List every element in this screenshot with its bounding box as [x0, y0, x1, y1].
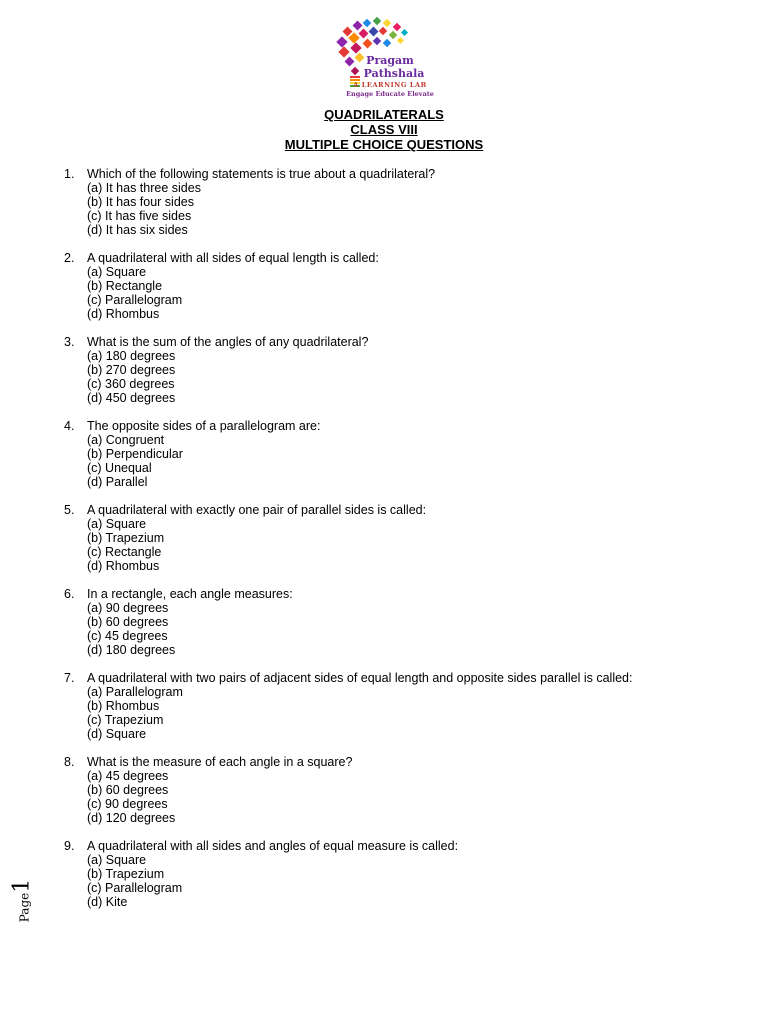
- question-number: 1.: [64, 167, 75, 181]
- answer-option: (c) 90 degrees: [87, 797, 168, 811]
- logo-subtitle: A LEARNING LAB: [353, 81, 427, 89]
- answer-option: (a) 45 degrees: [87, 769, 169, 783]
- answer-option: (a) It has three sides: [87, 181, 201, 195]
- answer-option: (c) Parallelogram: [87, 881, 183, 895]
- answer-option: (c) It has five sides: [87, 209, 192, 223]
- answer-option: (b) 270 degrees: [87, 363, 176, 377]
- question-list: [0, 167, 768, 923]
- question-number: 6.: [64, 587, 75, 601]
- question-item: [0, 167, 768, 251]
- answer-option: (b) Trapezium: [87, 867, 165, 881]
- question-text: What is the sum of the angles of any quadrilateral?: [87, 335, 369, 349]
- answer-option: (c) 45 degrees: [87, 629, 168, 643]
- document-title: QUADRILATERALS: [324, 107, 444, 122]
- question-text: The opposite sides of a parallelogram are:: [87, 419, 321, 433]
- answer-option: (b) Rectangle: [87, 279, 163, 293]
- page-label: Page: [17, 892, 32, 923]
- question-number: 8.: [64, 755, 75, 769]
- section-heading: MULTIPLE CHOICE QUESTIONS: [284, 137, 484, 152]
- answer-option: (c) Unequal: [87, 461, 152, 475]
- question-number: 5.: [64, 503, 75, 517]
- answer-option: (d) Rhombus: [87, 307, 160, 321]
- answer-option: (a) Square: [87, 853, 147, 867]
- question-text: A quadrilateral with two pairs of adjacent sides of equal length and opposite sides parallel is called:: [87, 671, 633, 685]
- page-number-marker: [10, 876, 34, 926]
- question-item: [0, 251, 768, 335]
- answer-option: (c) Parallelogram: [87, 293, 183, 307]
- answer-option: (c) 360 degrees: [87, 377, 175, 391]
- question-item: [0, 587, 768, 671]
- question-number: 2.: [64, 251, 75, 265]
- answer-option: (b) It has four sides: [87, 195, 194, 209]
- question-item: [0, 671, 768, 755]
- answer-option: (a) 90 degrees: [87, 601, 169, 615]
- answer-option: (a) Square: [87, 265, 147, 279]
- class-heading: CLASS VIII: [350, 122, 418, 137]
- logo-name-line1: Pragam: [366, 54, 414, 67]
- answer-option: (d) Square: [87, 727, 147, 741]
- question-number: 3.: [64, 335, 75, 349]
- answer-option: (c) Rectangle: [87, 545, 162, 559]
- answer-option: (b) 60 degrees: [87, 615, 169, 629]
- answer-option: (d) Kite: [87, 895, 128, 909]
- answer-option: (b) Trapezium: [87, 531, 165, 545]
- answer-option: (d) 120 degrees: [87, 811, 176, 825]
- question-text: A quadrilateral with exactly one pair of parallel sides is called:: [87, 503, 427, 517]
- question-text: What is the measure of each angle in a square?: [87, 755, 353, 769]
- answer-option: (b) Perpendicular: [87, 447, 183, 461]
- logo-tagline: Engage Educate Elevate: [346, 90, 434, 98]
- answer-option: (c) Trapezium: [87, 713, 164, 727]
- answer-option: (d) Rhombus: [87, 559, 160, 573]
- answer-option: (d) Parallel: [87, 475, 148, 489]
- question-number: 4.: [64, 419, 75, 433]
- answer-option: (d) It has six sides: [87, 223, 188, 237]
- question-item: [0, 755, 768, 839]
- pragam-pathshala-logo: [330, 14, 438, 102]
- answer-option: (a) Parallelogram: [87, 685, 183, 699]
- question-text: A quadrilateral with all sides of equal length is called:: [87, 251, 379, 265]
- question-item: [0, 839, 768, 923]
- answer-option: (b) Rhombus: [87, 699, 160, 713]
- answer-option: (a) Congruent: [87, 433, 165, 447]
- page-number-rotated: [10, 873, 35, 929]
- question-item: [0, 419, 768, 503]
- answer-option: (d) 180 degrees: [87, 643, 176, 657]
- answer-option: (b) 60 degrees: [87, 783, 169, 797]
- answer-option: (a) Square: [87, 517, 147, 531]
- page-number: 1: [9, 878, 35, 893]
- answer-option: (d) 450 degrees: [87, 391, 176, 405]
- question-item: [0, 503, 768, 587]
- question-number: 9.: [64, 839, 75, 853]
- question-number: 7.: [64, 671, 75, 685]
- question-item: [0, 335, 768, 419]
- answer-option: (a) 180 degrees: [87, 349, 176, 363]
- question-text: A quadrilateral with all sides and angles of equal measure is called:: [87, 839, 459, 853]
- question-text: In a rectangle, each angle measures:: [87, 587, 293, 601]
- logo-name-line2: Pathshala: [363, 67, 425, 80]
- question-text: Which of the following statements is true about a quadrilateral?: [87, 167, 436, 181]
